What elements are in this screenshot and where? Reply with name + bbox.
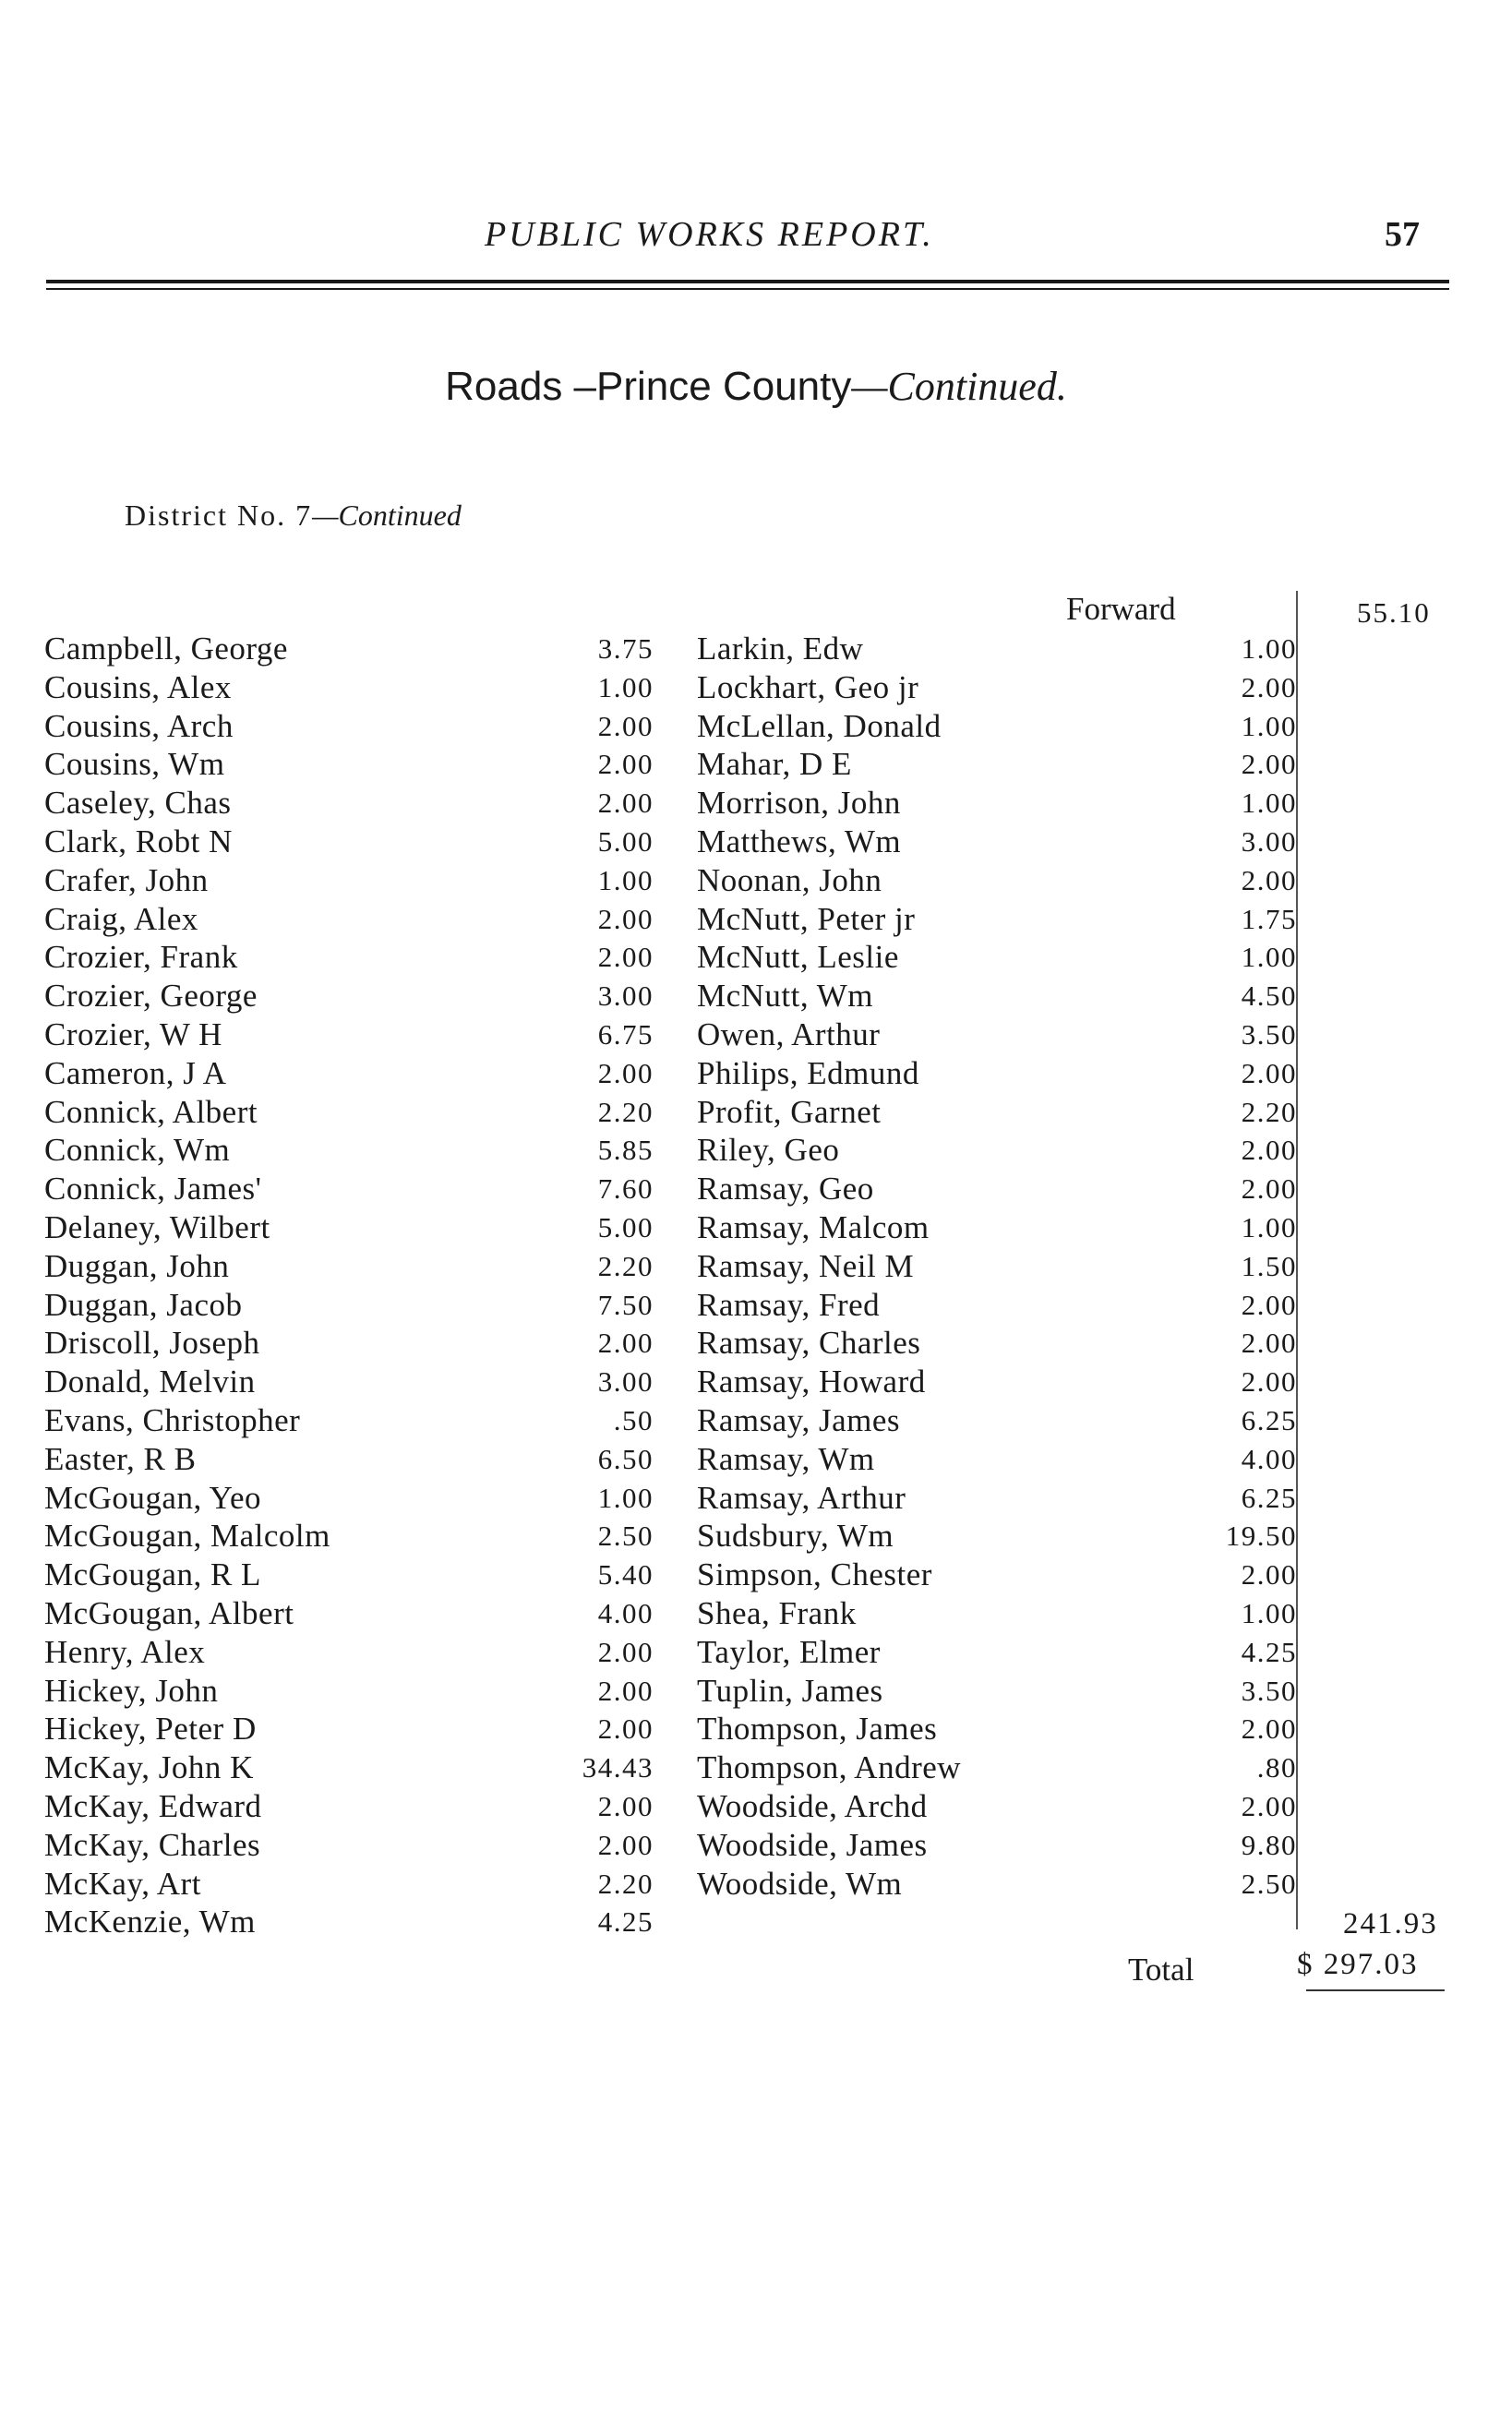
entry-amount: 2.50 (597, 1520, 654, 1553)
entry-name: McKay, Charles (44, 1826, 261, 1863)
ledger-entry (697, 977, 1297, 1015)
ledger-entry (697, 1479, 1297, 1518)
entry-amount: 3.00 (597, 1365, 654, 1399)
entry-amount: 1.00 (597, 1481, 654, 1514)
entry-amount: 2.00 (1241, 1288, 1297, 1321)
header-rule-thick (46, 280, 1449, 283)
entry-name: Cameron, J A (44, 1054, 227, 1091)
entry-amount: 2.00 (597, 1674, 654, 1707)
entry-name: Ramsay, Geo (697, 1171, 874, 1207)
entry-amount: 3.50 (1241, 1017, 1297, 1051)
entry-amount: 2.00 (597, 1712, 654, 1746)
ledger-entry (697, 1594, 1297, 1633)
running-title: PUBLIC WORKS REPORT. (485, 215, 934, 254)
entry-name: McGougan, R L (44, 1556, 261, 1593)
entry-amount: 2.00 (597, 902, 654, 935)
ledger-entry (44, 1208, 654, 1247)
ledger-entry (44, 1865, 654, 1904)
ledger-entry (44, 900, 654, 939)
entry-name: McKay, John K (44, 1749, 254, 1786)
ledger-entry (44, 938, 654, 977)
entry-amount: 2.00 (1241, 1365, 1297, 1399)
entry-name: McLellan, Donald (697, 707, 942, 744)
entry-amount: 34.43 (582, 1751, 654, 1784)
ledger-entry (44, 1093, 654, 1132)
entry-name: McKenzie, Wm (44, 1904, 256, 1940)
entry-amount: 4.00 (597, 1596, 654, 1629)
ledger-entry (697, 1015, 1297, 1054)
ledger-entry (44, 1826, 654, 1865)
entry-name: Ramsay, Fred (697, 1286, 881, 1323)
total-label: Total (1128, 1952, 1194, 1988)
ledger-entry (697, 861, 1297, 900)
ledger-entry (44, 1479, 654, 1518)
ledger-entry (697, 1865, 1297, 1904)
entry-name: Sudsbury, Wm (697, 1518, 894, 1555)
ledger-entry (44, 707, 654, 746)
entry-amount: 1.00 (1241, 941, 1297, 974)
entry-name: Taylor, Elmer (697, 1633, 881, 1670)
entry-amount: 2.00 (1241, 1134, 1297, 1167)
ledger-entry (44, 861, 654, 900)
entry-name: Henry, Alex (44, 1633, 206, 1670)
section-title-continued: —Continued. (851, 364, 1067, 409)
entry-amount: 3.75 (597, 632, 654, 665)
ledger-entry (697, 1324, 1297, 1363)
entry-amount: 2.00 (1241, 1712, 1297, 1746)
entry-name: Duggan, Jacob (44, 1286, 243, 1323)
entry-name: Connick, Albert (44, 1093, 258, 1130)
ledger-entry (44, 1672, 654, 1711)
entry-amount: 5.85 (597, 1134, 654, 1167)
entry-amount: 2.00 (597, 1789, 654, 1822)
entry-name: Philips, Edmund (697, 1054, 919, 1091)
entry-amount: .50 (613, 1403, 654, 1436)
entry-amount: 2.00 (1241, 1789, 1297, 1822)
entry-amount: 4.00 (1241, 1442, 1297, 1475)
entry-name: Crozier, Frank (44, 939, 238, 976)
entry-amount: 2.00 (597, 941, 654, 974)
entry-amount: 1.00 (1241, 1596, 1297, 1629)
entry-amount: 7.60 (597, 1172, 654, 1206)
entry-name: Morrison, John (697, 785, 901, 822)
ledger-entry (44, 1594, 654, 1633)
section-title (0, 363, 1512, 410)
ledger-entry (44, 977, 654, 1015)
ledger-entry (697, 707, 1297, 746)
entry-name: Woodside, Wm (697, 1865, 903, 1902)
entry-name: Simpson, Chester (697, 1556, 932, 1593)
entry-amount: 2.00 (597, 1635, 654, 1668)
ledger-entry (44, 784, 654, 823)
ledger-entry (697, 1633, 1297, 1672)
entry-name: Craig, Alex (44, 900, 198, 937)
entry-amount: 2.00 (1241, 1172, 1297, 1206)
ledger-entry (697, 668, 1297, 707)
forward-label: Forward (1066, 591, 1176, 627)
entry-amount: 2.20 (597, 1095, 654, 1128)
ledger-entry (697, 1170, 1297, 1208)
ledger-entry (697, 900, 1297, 939)
entry-amount: 5.00 (597, 1210, 654, 1244)
entry-name: Campbell, George (44, 631, 288, 667)
entry-name: McKay, Edward (44, 1787, 262, 1824)
entry-name: Matthews, Wm (697, 823, 902, 859)
entry-amount: 2.00 (597, 787, 654, 820)
entry-amount: 4.25 (1241, 1635, 1297, 1668)
ledger-entry (697, 1787, 1297, 1826)
entry-name: Easter, R B (44, 1440, 197, 1477)
entry-amount: 3.50 (1241, 1674, 1297, 1707)
entry-name: Hickey, John (44, 1672, 219, 1709)
entry-amount: 2.20 (1241, 1095, 1297, 1128)
ledger-entry (697, 1054, 1297, 1093)
entry-name: McNutt, Peter jr (697, 900, 916, 937)
entry-amount: 5.00 (597, 824, 654, 858)
entry-name: Larkin, Edw (697, 631, 864, 667)
ledger-entry (44, 745, 654, 784)
entry-name: Delaney, Wilbert (44, 1208, 270, 1245)
entry-amount: 2.00 (1241, 863, 1297, 896)
entry-amount: 2.50 (1241, 1867, 1297, 1900)
entry-name: Donald, Melvin (44, 1364, 256, 1400)
entry-amount: 2.00 (597, 1828, 654, 1861)
entry-name: McNutt, Wm (697, 978, 874, 1015)
entry-name: McGougan, Malcolm (44, 1518, 330, 1555)
entry-name: Shea, Frank (697, 1594, 857, 1631)
entry-amount: 3.00 (597, 979, 654, 1013)
entry-name: Thompson, Andrew (697, 1749, 962, 1786)
entry-name: Ramsay, Neil M (697, 1247, 915, 1284)
entry-name: Cousins, Arch (44, 707, 234, 744)
entry-amount: 1.50 (1241, 1249, 1297, 1282)
entry-amount: 1.00 (1241, 1210, 1297, 1244)
left-entry-list (44, 630, 654, 1941)
entry-name: Profit, Garnet (697, 1093, 882, 1130)
entry-name: Owen, Arthur (697, 1015, 881, 1052)
entry-amount: 2.20 (597, 1867, 654, 1900)
entry-amount: 19.50 (1225, 1520, 1297, 1553)
ledger-entry (697, 1208, 1297, 1247)
entry-name: Thompson, James (697, 1711, 938, 1748)
entry-name: Crafer, John (44, 861, 209, 898)
ledger-entry (44, 1401, 654, 1440)
entry-name: Ramsay, Wm (697, 1440, 875, 1477)
district-heading (125, 499, 462, 533)
ledger-entry (697, 784, 1297, 823)
ledger-entry (44, 1440, 654, 1479)
running-header (0, 214, 1512, 260)
ledger-entry (44, 1748, 654, 1787)
ledger-entry (44, 1556, 654, 1594)
entry-name: McGougan, Yeo (44, 1479, 261, 1516)
entry-amount: 2.00 (597, 709, 654, 742)
entry-name: Evans, Christopher (44, 1401, 301, 1438)
ledger-entry (44, 1517, 654, 1556)
entry-amount: 2.00 (1241, 1056, 1297, 1089)
entry-amount: 5.40 (597, 1558, 654, 1592)
entry-amount: 2.00 (597, 1327, 654, 1360)
entry-name: McNutt, Leslie (697, 939, 899, 976)
entry-amount: 1.00 (1241, 787, 1297, 820)
entry-name: Driscoll, Joseph (44, 1325, 260, 1362)
entry-name: Hickey, Peter D (44, 1711, 257, 1748)
ledger-entry (44, 1015, 654, 1054)
entry-amount: 7.50 (597, 1288, 654, 1321)
entry-name: Ramsay, Arthur (697, 1479, 906, 1516)
entry-amount: 2.00 (1241, 1327, 1297, 1360)
ledger-entry (44, 1633, 654, 1672)
entry-amount: 1.00 (1241, 709, 1297, 742)
entry-amount: 2.00 (1241, 1558, 1297, 1592)
entry-amount: 1.00 (597, 863, 654, 896)
entry-amount: 1.00 (1241, 632, 1297, 665)
entry-name: McKay, Art (44, 1865, 201, 1902)
header-rule-thin (46, 288, 1449, 290)
entry-name: Riley, Geo (697, 1132, 840, 1169)
entry-name: Connick, Wm (44, 1132, 231, 1169)
total-underline (1306, 1989, 1445, 1991)
ledger-entry (44, 1363, 654, 1401)
entry-name: Crozier, W H (44, 1015, 222, 1052)
entry-name: McGougan, Albert (44, 1594, 294, 1631)
entry-amount: 6.50 (597, 1442, 654, 1475)
district-label: District No. 7 (125, 499, 313, 532)
entry-amount: 3.00 (1241, 824, 1297, 858)
entry-amount: 6.25 (1241, 1403, 1297, 1436)
entry-name: Crozier, George (44, 978, 258, 1015)
ledger-entry (697, 1247, 1297, 1286)
entry-amount: 6.75 (597, 1017, 654, 1051)
ledger-entry (44, 1286, 654, 1325)
entry-amount: 1.75 (1241, 902, 1297, 935)
ledger-entry (44, 1787, 654, 1826)
ledger-entry (44, 1903, 654, 1941)
ledger-entry (697, 1672, 1297, 1711)
ledger-entry (697, 1401, 1297, 1440)
ledger-entry (697, 1286, 1297, 1325)
ledger-entry (44, 668, 654, 707)
entry-name: Lockhart, Geo jr (697, 668, 919, 705)
entry-name: Connick, James' (44, 1171, 262, 1207)
entry-name: Noonan, John (697, 861, 882, 898)
ledger-entry (697, 1748, 1297, 1787)
entry-name: Ramsay, James (697, 1401, 901, 1438)
entry-name: Ramsay, Malcom (697, 1208, 930, 1245)
entry-amount: 2.00 (1241, 670, 1297, 703)
section-title-main: Roads –Prince County (445, 364, 852, 409)
entry-amount: .80 (1256, 1751, 1297, 1784)
ledger-entry (44, 1247, 654, 1286)
entry-amount: 2.20 (597, 1249, 654, 1282)
entry-name: Clark, Robt N (44, 823, 233, 859)
ledger-entry (697, 938, 1297, 977)
entry-name: Ramsay, Charles (697, 1325, 921, 1362)
entry-amount: 2.00 (1241, 748, 1297, 781)
ledger-entry (697, 1826, 1297, 1865)
ledger-entry (44, 1054, 654, 1093)
ledger-entry (44, 1131, 654, 1170)
entry-name: Cousins, Wm (44, 746, 225, 783)
entry-amount: 4.25 (597, 1905, 654, 1939)
ledger-entry (697, 745, 1297, 784)
ledger-entry (697, 1556, 1297, 1594)
ledger-entry (697, 1093, 1297, 1132)
entry-amount: 1.00 (597, 670, 654, 703)
ledger-entry (697, 1517, 1297, 1556)
entry-name: Ramsay, Howard (697, 1364, 926, 1400)
total-amount: $ 297.03 (1297, 1948, 1419, 1981)
ledger-entry (44, 1710, 654, 1748)
ledger-entry (44, 630, 654, 668)
district-continued: —Continued (312, 499, 462, 532)
entry-amount: 2.00 (597, 1056, 654, 1089)
entry-amount: 4.50 (1241, 979, 1297, 1013)
entry-name: Mahar, D E (697, 746, 852, 783)
subtotal-amount: 241.93 (1343, 1907, 1438, 1940)
entry-name: Woodside, Archd (697, 1787, 928, 1824)
entry-amount: 6.25 (1241, 1481, 1297, 1514)
entry-name: Woodside, James (697, 1826, 928, 1863)
ledger-entry (697, 823, 1297, 861)
entry-name: Tuplin, James (697, 1672, 883, 1709)
ledger-entry (697, 630, 1297, 668)
ledger-entry (44, 1170, 654, 1208)
forward-amount: 55.10 (1357, 596, 1431, 629)
ledger-entry (697, 1363, 1297, 1401)
ledger-entry (697, 1440, 1297, 1479)
right-entry-list (697, 630, 1297, 1903)
ledger-entry (697, 1710, 1297, 1748)
entry-name: Cousins, Alex (44, 668, 232, 705)
entry-name: Caseley, Chas (44, 785, 232, 822)
entry-amount: 9.80 (1241, 1828, 1297, 1861)
entry-name: Duggan, John (44, 1247, 230, 1284)
ledger-entry (44, 823, 654, 861)
page-number: 57 (1385, 215, 1420, 254)
entry-amount: 2.00 (597, 748, 654, 781)
ledger-entry (697, 1131, 1297, 1170)
ledger-entry (44, 1324, 654, 1363)
